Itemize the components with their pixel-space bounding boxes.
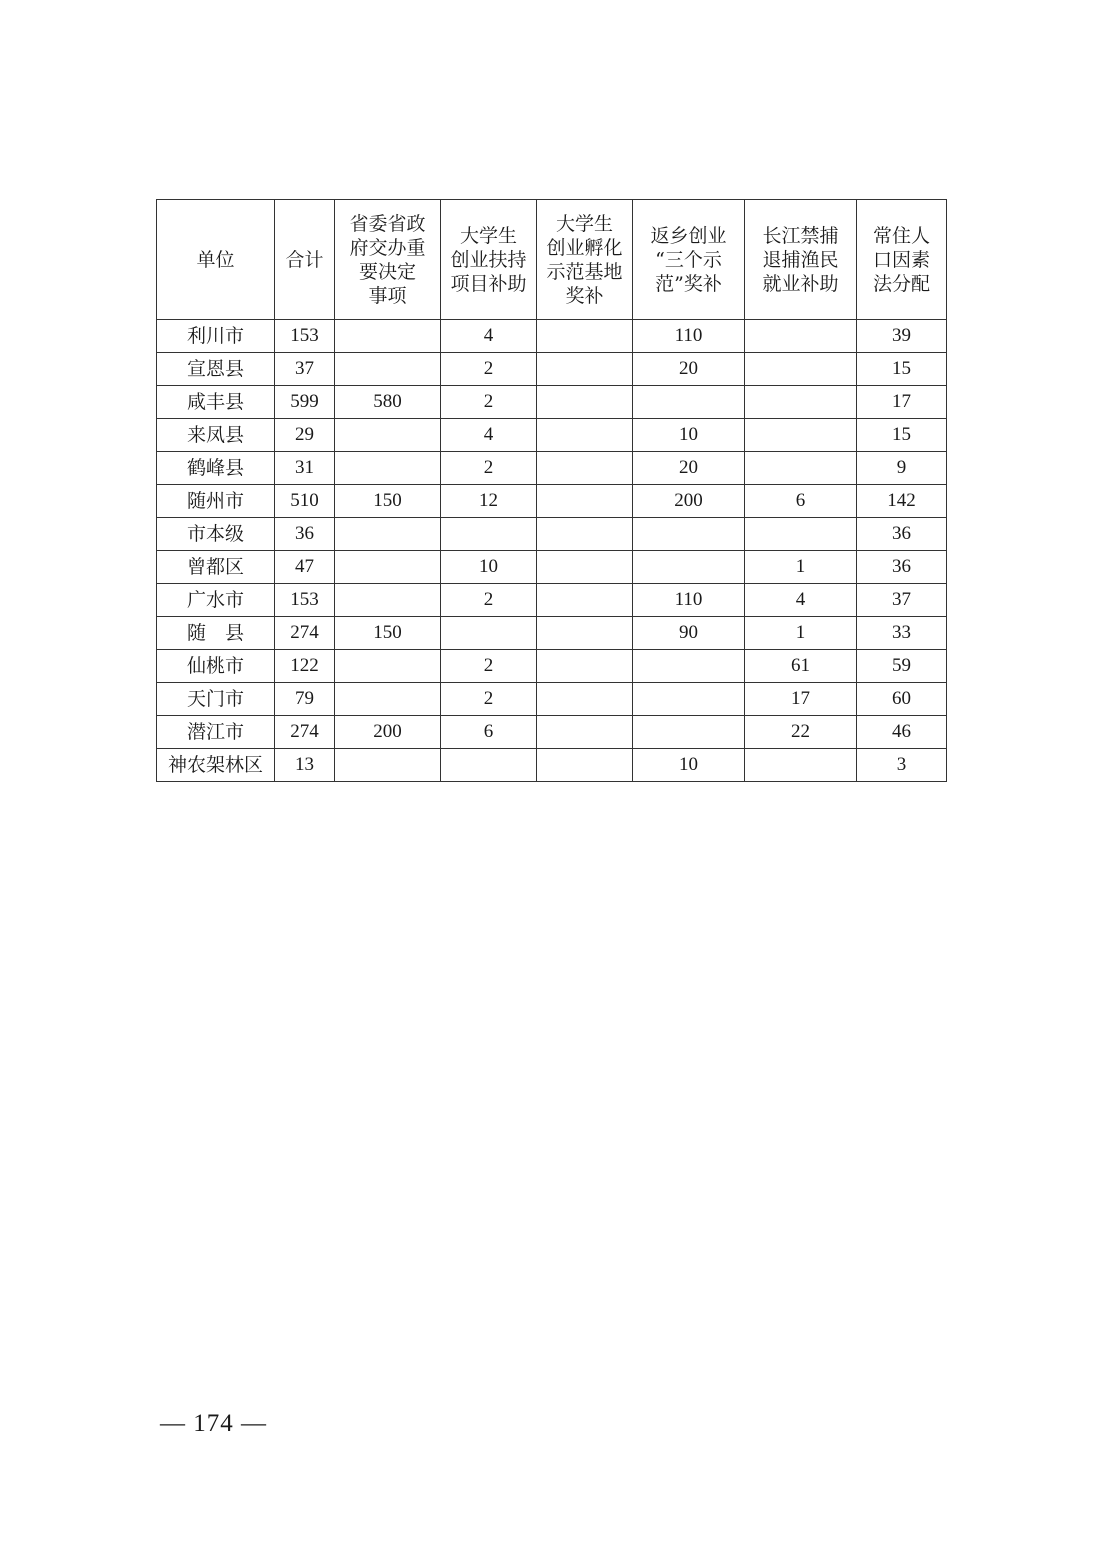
cell-total: 153 xyxy=(275,584,335,617)
table-body xyxy=(157,320,947,782)
cell-return-home-awards xyxy=(633,683,745,716)
cell-return-home-awards: 110 xyxy=(633,584,745,617)
cell-unit: 咸丰县 xyxy=(157,386,275,419)
cell-student-startup-support: 2 xyxy=(441,452,537,485)
cell-student-startup-support: 12 xyxy=(441,485,537,518)
page-number: — 174 — xyxy=(160,1410,267,1437)
cell-student-startup-support xyxy=(441,518,537,551)
cell-total: 510 xyxy=(275,485,335,518)
cell-population-factor: 60 xyxy=(857,683,947,716)
cell-student-startup-support: 4 xyxy=(441,320,537,353)
table-row xyxy=(157,716,947,749)
cell-student-incubation-base xyxy=(537,683,633,716)
cell-fishermen-employment: 1 xyxy=(745,551,857,584)
cell-population-factor: 9 xyxy=(857,452,947,485)
header-line: “三个示 xyxy=(655,248,722,271)
cell-unit: 神农架林区 xyxy=(157,749,275,782)
cell-student-incubation-base xyxy=(537,749,633,782)
cell-student-incubation-base xyxy=(537,452,633,485)
header-line: 大学生 xyxy=(459,224,517,247)
header-line: 单位 xyxy=(196,248,235,271)
cell-population-factor: 17 xyxy=(857,386,947,419)
cell-unit: 来凤县 xyxy=(157,419,275,452)
cell-student-startup-support: 2 xyxy=(441,650,537,683)
header-line: 创业孵化 xyxy=(546,236,623,259)
cell-return-home-awards xyxy=(633,518,745,551)
cell-total: 79 xyxy=(275,683,335,716)
cell-student-incubation-base xyxy=(537,650,633,683)
cell-fishermen-employment xyxy=(745,419,857,452)
cell-population-factor: 3 xyxy=(857,749,947,782)
cell-student-incubation-base xyxy=(537,353,633,386)
cell-provincial-matters xyxy=(335,353,441,386)
cell-fishermen-employment: 61 xyxy=(745,650,857,683)
table-row xyxy=(157,485,947,518)
cell-fishermen-employment: 17 xyxy=(745,683,857,716)
header-line: 项目补助 xyxy=(450,272,527,295)
cell-return-home-awards: 20 xyxy=(633,353,745,386)
table-row xyxy=(157,683,947,716)
cell-total: 13 xyxy=(275,749,335,782)
cell-fishermen-employment: 22 xyxy=(745,716,857,749)
table-row xyxy=(157,419,947,452)
cell-return-home-awards xyxy=(633,386,745,419)
cell-student-startup-support: 2 xyxy=(441,584,537,617)
cell-unit: 广水市 xyxy=(157,584,275,617)
cell-total: 274 xyxy=(275,617,335,650)
cell-student-startup-support: 2 xyxy=(441,353,537,386)
header-line: 法分配 xyxy=(872,272,930,295)
cell-provincial-matters xyxy=(335,749,441,782)
cell-unit: 鹤峰县 xyxy=(157,452,275,485)
header-line: 退捕渔民 xyxy=(762,248,839,271)
cell-student-startup-support: 10 xyxy=(441,551,537,584)
table-row xyxy=(157,518,947,551)
cell-provincial-matters: 150 xyxy=(335,617,441,650)
cell-student-startup-support xyxy=(441,617,537,650)
cell-total: 31 xyxy=(275,452,335,485)
cell-total: 153 xyxy=(275,320,335,353)
cell-unit: 宣恩县 xyxy=(157,353,275,386)
cell-unit: 潜江市 xyxy=(157,716,275,749)
cell-student-startup-support: 6 xyxy=(441,716,537,749)
table-row xyxy=(157,320,947,353)
cell-student-startup-support xyxy=(441,749,537,782)
header-provincial-matters xyxy=(335,200,441,320)
header-unit xyxy=(157,200,275,320)
cell-provincial-matters xyxy=(335,584,441,617)
cell-population-factor: 33 xyxy=(857,617,947,650)
header-line: 奖补 xyxy=(565,284,604,307)
cell-fishermen-employment xyxy=(745,353,857,386)
cell-population-factor: 15 xyxy=(857,419,947,452)
cell-fishermen-employment xyxy=(745,749,857,782)
cell-fishermen-employment xyxy=(745,386,857,419)
cell-student-incubation-base xyxy=(537,386,633,419)
cell-student-incubation-base xyxy=(537,320,633,353)
table-row xyxy=(157,386,947,419)
cell-return-home-awards: 10 xyxy=(633,419,745,452)
cell-total: 274 xyxy=(275,716,335,749)
cell-student-incubation-base xyxy=(537,485,633,518)
cell-population-factor: 46 xyxy=(857,716,947,749)
header-line: 长江禁捕 xyxy=(762,224,839,247)
header-student-startup-support xyxy=(441,200,537,320)
cell-return-home-awards: 20 xyxy=(633,452,745,485)
header-line: 范”奖补 xyxy=(655,272,722,295)
cell-fishermen-employment: 6 xyxy=(745,485,857,518)
cell-total: 122 xyxy=(275,650,335,683)
header-line: 要决定 xyxy=(358,260,416,283)
cell-population-factor: 59 xyxy=(857,650,947,683)
cell-student-startup-support: 2 xyxy=(441,386,537,419)
cell-population-factor: 37 xyxy=(857,584,947,617)
header-line: 返乡创业 xyxy=(650,224,727,247)
header-fishermen-employment xyxy=(745,200,857,320)
cell-unit: 仙桃市 xyxy=(157,650,275,683)
cell-unit: 曾都区 xyxy=(157,551,275,584)
cell-return-home-awards: 10 xyxy=(633,749,745,782)
cell-unit: 市本级 xyxy=(157,518,275,551)
table-header xyxy=(157,200,947,320)
cell-total: 47 xyxy=(275,551,335,584)
header-line: 示范基地 xyxy=(546,260,623,283)
cell-fishermen-employment xyxy=(745,452,857,485)
cell-population-factor: 15 xyxy=(857,353,947,386)
cell-student-startup-support: 4 xyxy=(441,419,537,452)
header-student-incubation-base xyxy=(537,200,633,320)
allocation-table xyxy=(156,199,947,782)
header-line: 口因素 xyxy=(872,248,930,271)
header-row xyxy=(157,200,947,320)
cell-provincial-matters xyxy=(335,650,441,683)
cell-provincial-matters: 150 xyxy=(335,485,441,518)
cell-student-startup-support: 2 xyxy=(441,683,537,716)
cell-total: 599 xyxy=(275,386,335,419)
cell-provincial-matters xyxy=(335,518,441,551)
cell-unit: 天门市 xyxy=(157,683,275,716)
table-row xyxy=(157,452,947,485)
table-row xyxy=(157,749,947,782)
header-line: 合计 xyxy=(285,248,324,271)
cell-total: 37 xyxy=(275,353,335,386)
header-line: 创业扶持 xyxy=(450,248,527,271)
cell-population-factor: 36 xyxy=(857,551,947,584)
cell-return-home-awards: 110 xyxy=(633,320,745,353)
cell-student-incubation-base xyxy=(537,617,633,650)
cell-fishermen-employment: 1 xyxy=(745,617,857,650)
cell-return-home-awards xyxy=(633,716,745,749)
cell-population-factor: 39 xyxy=(857,320,947,353)
cell-return-home-awards xyxy=(633,650,745,683)
cell-return-home-awards: 90 xyxy=(633,617,745,650)
header-line: 省委省政 xyxy=(349,212,426,235)
cell-provincial-matters xyxy=(335,320,441,353)
header-line: 就业补助 xyxy=(762,272,839,295)
header-line: 常住人 xyxy=(872,224,930,247)
cell-total: 36 xyxy=(275,518,335,551)
table-row xyxy=(157,584,947,617)
cell-student-incubation-base xyxy=(537,551,633,584)
cell-student-incubation-base xyxy=(537,419,633,452)
cell-provincial-matters xyxy=(335,551,441,584)
header-line: 府交办重 xyxy=(349,236,426,259)
table-row xyxy=(157,551,947,584)
cell-provincial-matters xyxy=(335,683,441,716)
cell-student-incubation-base xyxy=(537,584,633,617)
cell-student-incubation-base xyxy=(537,716,633,749)
cell-total: 29 xyxy=(275,419,335,452)
table-row xyxy=(157,650,947,683)
cell-unit: 随州市 xyxy=(157,485,275,518)
header-line: 事项 xyxy=(368,284,407,307)
table-row xyxy=(157,617,947,650)
cell-return-home-awards xyxy=(633,551,745,584)
cell-provincial-matters: 200 xyxy=(335,716,441,749)
cell-fishermen-employment xyxy=(745,518,857,551)
cell-unit: 随 县 xyxy=(157,617,275,650)
header-total xyxy=(275,200,335,320)
cell-provincial-matters xyxy=(335,452,441,485)
cell-fishermen-employment xyxy=(745,320,857,353)
cell-population-factor: 142 xyxy=(857,485,947,518)
header-population-factor xyxy=(857,200,947,320)
cell-provincial-matters: 580 xyxy=(335,386,441,419)
cell-fishermen-employment: 4 xyxy=(745,584,857,617)
header-line: 大学生 xyxy=(555,212,613,235)
cell-return-home-awards: 200 xyxy=(633,485,745,518)
cell-student-incubation-base xyxy=(537,518,633,551)
cell-population-factor: 36 xyxy=(857,518,947,551)
cell-unit: 利川市 xyxy=(157,320,275,353)
header-return-home-awards xyxy=(633,200,745,320)
cell-provincial-matters xyxy=(335,419,441,452)
table-row xyxy=(157,353,947,386)
